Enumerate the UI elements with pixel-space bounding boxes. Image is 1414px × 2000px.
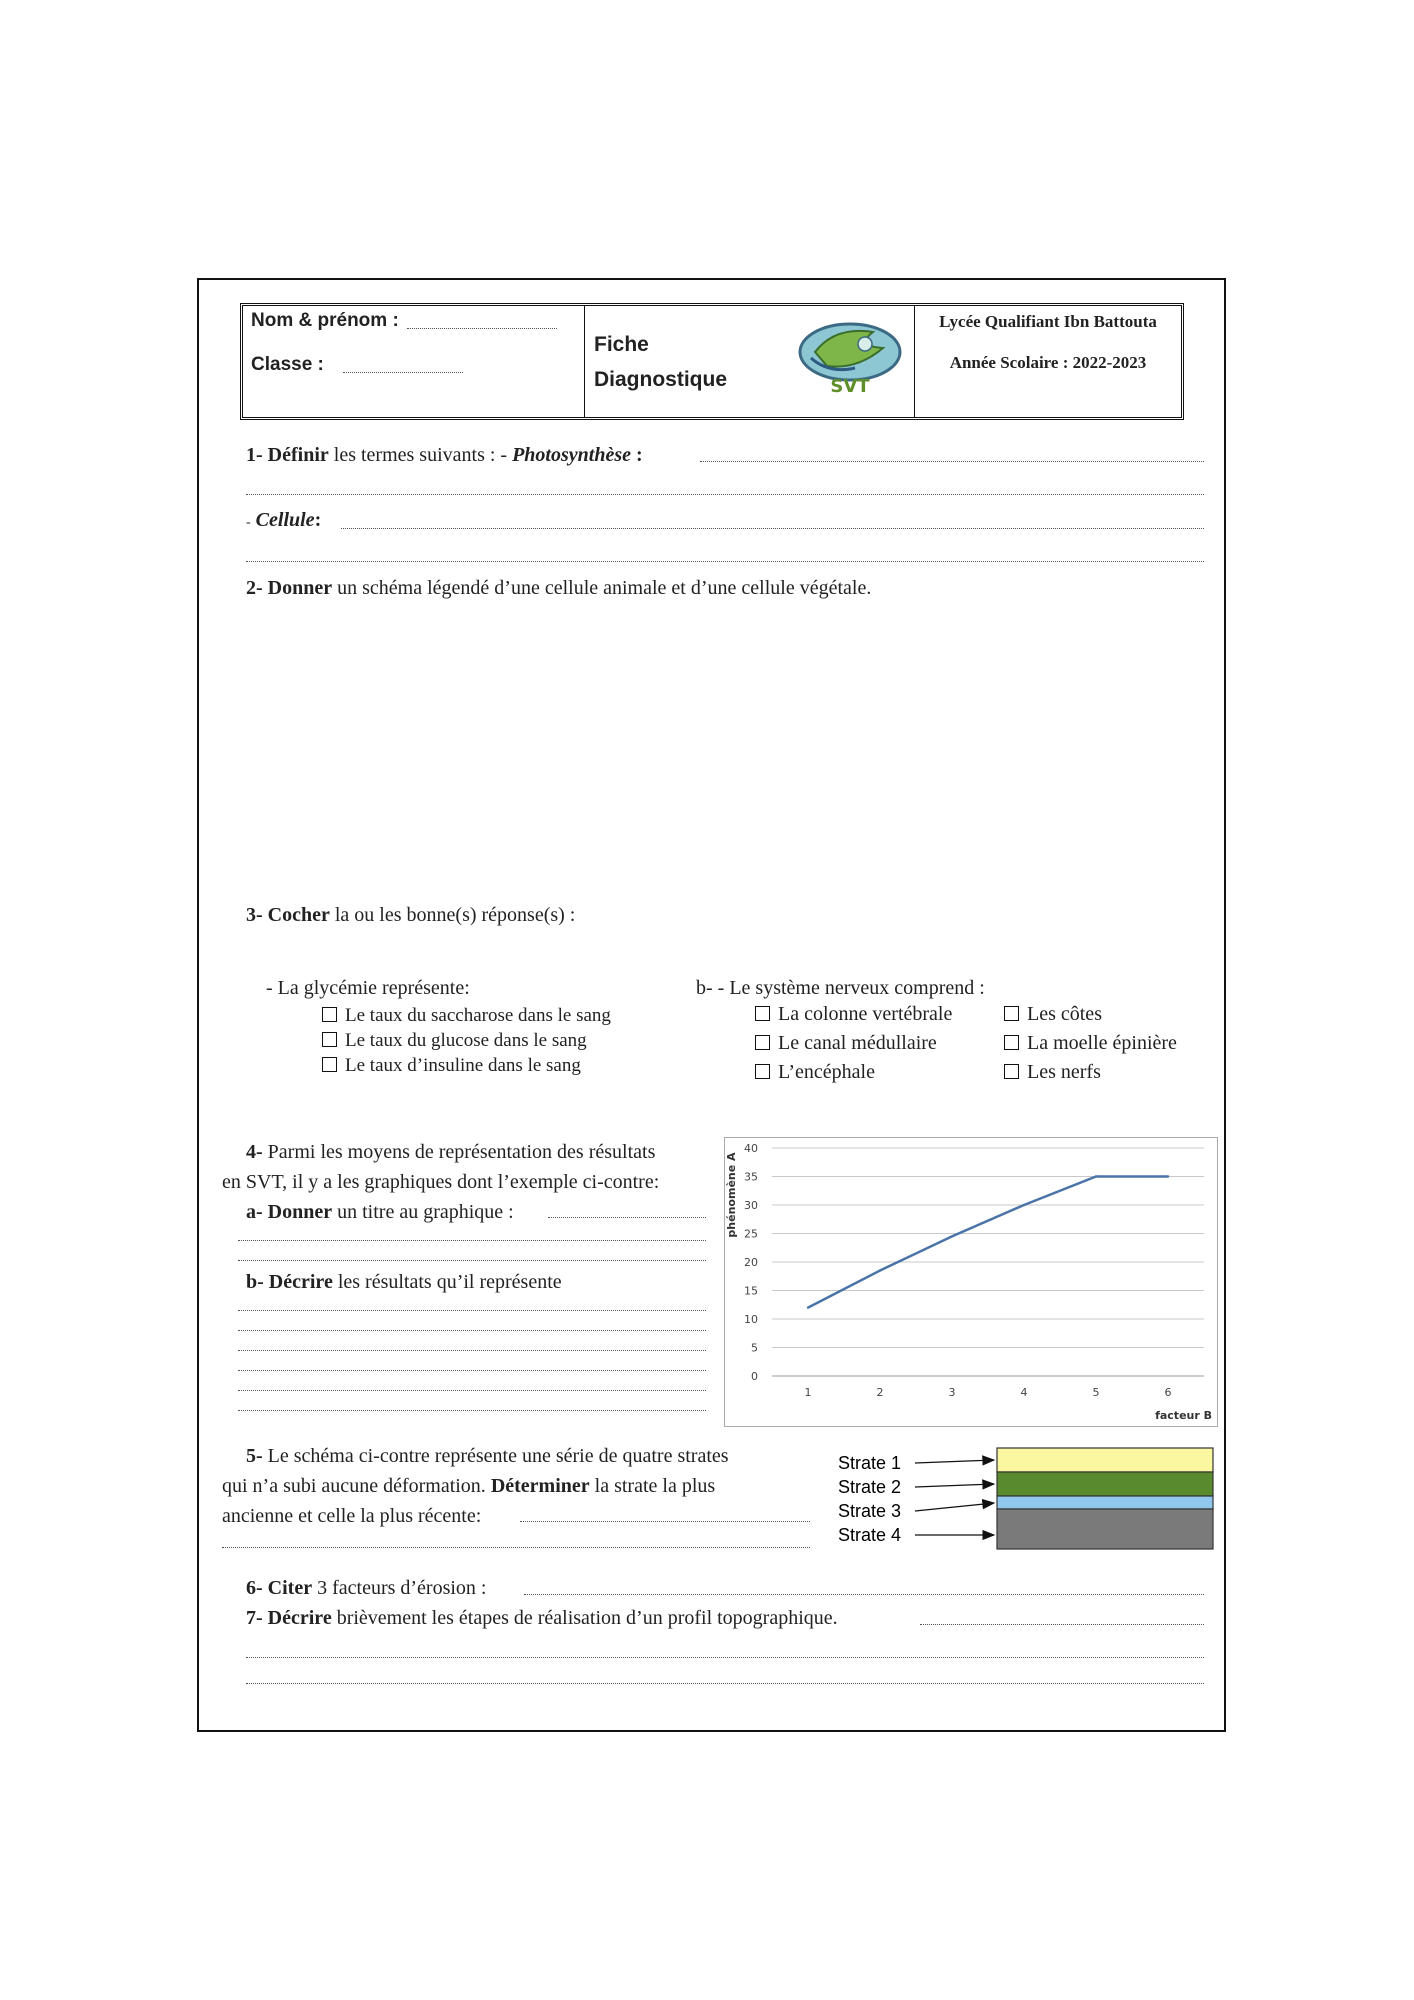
- drawing-area[interactable]: [246, 610, 1204, 890]
- q3-b-option-4-label: La moelle épinière: [1027, 1032, 1177, 1054]
- nom-field[interactable]: [407, 328, 557, 329]
- q5-line-3: ancienne et celle la plus récente:: [222, 1505, 482, 1527]
- y-tick-label: 40: [744, 1142, 758, 1155]
- q3-b-option-1-label: La colonne vertébrale: [778, 1003, 953, 1025]
- x-tick-label: 1: [804, 1386, 812, 1399]
- question-1: [246, 443, 643, 467]
- q4-a-verb: Donner: [267, 1201, 333, 1223]
- q5-verb: Déterminer: [490, 1475, 590, 1497]
- data-point: [951, 1235, 953, 1237]
- strata-label-3: Strate 3: [838, 1501, 902, 1521]
- strata-layer-1: [997, 1448, 1213, 1472]
- q4-line-2: en SVT, il y a les graphiques dont l’exemple ci-contre:: [222, 1171, 660, 1193]
- q3-a-option-1[interactable]: [322, 1005, 611, 1027]
- q5-number: 5-: [246, 1445, 263, 1467]
- answer-line-4b-3[interactable]: [238, 1350, 706, 1351]
- checkbox[interactable]: [322, 1032, 337, 1047]
- classe-label: Classe :: [251, 354, 324, 375]
- data-point: [1167, 1175, 1169, 1177]
- checkbox[interactable]: [1004, 1064, 1019, 1079]
- q1-term2-colon: :: [314, 509, 322, 531]
- svt-logo-text: SVT: [830, 376, 870, 396]
- q1-colon: :: [635, 444, 643, 466]
- arrow-strate-1: [915, 1460, 994, 1463]
- answer-line-1b[interactable]: [246, 494, 1204, 495]
- q3-a-option-3[interactable]: [322, 1055, 581, 1077]
- fiche-cell: [585, 306, 915, 417]
- y-axis-label: phénomène A: [725, 1152, 738, 1238]
- q4-b-verb: Décrire: [268, 1271, 333, 1293]
- q7-verb: Décrire: [267, 1607, 332, 1629]
- q3-text: la ou les bonne(s) réponse(s) :: [334, 904, 576, 926]
- y-tick-label: 20: [744, 1256, 758, 1269]
- q3-b-title: b- - Le système nerveux comprend :: [696, 977, 985, 999]
- y-tick-label: 35: [744, 1170, 758, 1184]
- q3-b-option-6[interactable]: [1004, 1061, 1101, 1084]
- fiche-title-line2: Diagnostique: [594, 368, 728, 391]
- data-point: [879, 1269, 881, 1271]
- q3-number: 3-: [246, 904, 263, 926]
- y-tick-label: 15: [744, 1284, 758, 1298]
- q1-cellule-line: [246, 508, 321, 535]
- strata-label-1: Strate 1: [838, 1453, 902, 1473]
- q3-b-option-2[interactable]: [1004, 1003, 1102, 1026]
- q4-b-label: b-: [246, 1271, 264, 1293]
- q5-line-1: [246, 1444, 729, 1468]
- q3-b-option-1[interactable]: [755, 1003, 952, 1026]
- answer-line-7-3[interactable]: [246, 1683, 1204, 1684]
- strata-diagram: [830, 1446, 1220, 1556]
- strata-layer-2: [997, 1472, 1213, 1496]
- answer-line-5-2[interactable]: [222, 1547, 810, 1548]
- q6-text: 3 facteurs d’érosion :: [317, 1577, 487, 1599]
- answer-line-4a-2[interactable]: [238, 1240, 706, 1241]
- school-cell: [915, 306, 1181, 417]
- q4-number: 4-: [246, 1141, 263, 1163]
- checkbox[interactable]: [755, 1064, 770, 1079]
- header-box: [240, 303, 1184, 420]
- strata-layer-4: [997, 1509, 1213, 1549]
- question-6: [246, 1576, 486, 1600]
- answer-line-4b-5[interactable]: [238, 1390, 706, 1391]
- answer-line-4a-1[interactable]: [548, 1217, 706, 1218]
- q4-b: [246, 1270, 562, 1294]
- question-3: [246, 903, 575, 927]
- answer-line-4a-3[interactable]: [238, 1260, 706, 1261]
- answer-line-7-1[interactable]: [920, 1624, 1204, 1625]
- q2-verb: Donner: [267, 577, 333, 599]
- q3-b-option-3-label: Le canal médullaire: [778, 1032, 937, 1054]
- answer-line-1d[interactable]: [246, 561, 1204, 562]
- x-tick-label: 3: [948, 1386, 956, 1399]
- y-tick-label: 5: [751, 1341, 758, 1355]
- q5-text-line1: Le schéma ci-contre représente une série de quatre strates: [267, 1445, 729, 1467]
- svt-logo: [795, 318, 905, 396]
- nom-label: Nom & prénom :: [251, 310, 399, 331]
- x-tick-label: 2: [876, 1386, 884, 1399]
- q6-number: 6-: [246, 1577, 263, 1599]
- fiche-title-line1: Fiche: [594, 333, 649, 356]
- checkbox[interactable]: [755, 1006, 770, 1021]
- y-tick-label: 0: [751, 1370, 758, 1383]
- y-tick-label: 25: [744, 1227, 758, 1241]
- strata-label-4: Strate 4: [838, 1525, 902, 1545]
- data-point: [1023, 1204, 1025, 1206]
- q3-b-option-5-label: L’encéphale: [778, 1061, 875, 1083]
- q3-b-option-3[interactable]: [755, 1032, 937, 1055]
- q3-verb: Cocher: [267, 904, 330, 926]
- question-7: [246, 1606, 838, 1630]
- q6-verb: Citer: [267, 1577, 313, 1599]
- x-tick-label: 4: [1020, 1386, 1028, 1399]
- q4-a: [246, 1200, 514, 1224]
- q7-text: brièvement les étapes de réalisation d’un profil topographique.: [336, 1607, 838, 1629]
- answer-line-4b-2[interactable]: [238, 1330, 706, 1331]
- q3-a-option-2-label: Le taux du glucose dans le sang: [345, 1030, 587, 1051]
- q2-number: 2-: [246, 577, 263, 599]
- checkbox[interactable]: [1004, 1006, 1019, 1021]
- answer-line-photosynthese[interactable]: [700, 461, 1204, 462]
- q1-term-photosynthese: Photosynthèse: [512, 444, 631, 466]
- q4-a-label: a-: [246, 1201, 263, 1223]
- checkbox[interactable]: [755, 1035, 770, 1050]
- x-axis-label: facteur B: [1155, 1409, 1212, 1422]
- q3-b-option-5[interactable]: [755, 1061, 875, 1084]
- question-2: [246, 576, 871, 600]
- answer-line-4b-4[interactable]: [238, 1370, 706, 1371]
- q3-b-option-6-label: Les nerfs: [1027, 1061, 1101, 1083]
- answer-line-4b-1[interactable]: [238, 1310, 706, 1311]
- answer-line-6[interactable]: [524, 1594, 1204, 1595]
- answer-line-4b-6[interactable]: [238, 1410, 706, 1411]
- arrow-strate-3: [915, 1503, 994, 1511]
- checkbox[interactable]: [1004, 1035, 1019, 1050]
- school-name: Lycée Qualifiant Ibn Battouta: [939, 312, 1157, 331]
- answer-line-5-1[interactable]: [520, 1521, 810, 1522]
- strata-layer-3: [997, 1496, 1213, 1509]
- x-tick-label: 6: [1164, 1386, 1172, 1399]
- q4-b-text: les résultats qu’il représente: [337, 1271, 562, 1293]
- q1-term2-prefix: -: [246, 515, 251, 530]
- q3-a-title: - La glycémie représente:: [266, 977, 470, 999]
- answer-line-7-2[interactable]: [246, 1657, 1204, 1658]
- y-tick-label: 10: [744, 1313, 758, 1326]
- checkbox[interactable]: [322, 1007, 337, 1022]
- q5-text-line2-post: la strate la plus: [594, 1475, 716, 1497]
- q1-verb: Définir: [267, 444, 329, 466]
- q7-number: 7-: [246, 1607, 263, 1629]
- q1-number: 1-: [246, 444, 263, 466]
- q4-text-line1: Parmi les moyens de représentation des résultats: [267, 1141, 656, 1163]
- q3-a-option-1-label: Le taux du saccharose dans le sang: [345, 1005, 611, 1026]
- q2-text: un schéma légendé d’une cellule animale et d’une cellule végétale.: [337, 577, 872, 599]
- answer-line-cellule[interactable]: [341, 528, 1204, 529]
- q5-line-2: [222, 1474, 715, 1498]
- arrow-strate-2: [915, 1484, 994, 1487]
- line-chart: [724, 1137, 1218, 1427]
- data-point: [1095, 1175, 1097, 1177]
- q3-a-option-3-label: Le taux d’insuline dans le sang: [345, 1055, 581, 1076]
- q4-a-text: un titre au graphique :: [337, 1201, 514, 1223]
- x-tick-label: 5: [1092, 1386, 1100, 1399]
- q3-b-option-4[interactable]: [1004, 1032, 1177, 1055]
- q1-text: les termes suivants : -: [333, 444, 508, 466]
- y-tick-label: 30: [744, 1199, 758, 1212]
- school-year: Année Scolaire : 2022-2023: [949, 353, 1147, 372]
- checkbox[interactable]: [322, 1057, 337, 1072]
- q5-text-line2-pre: qui n’a subi aucune déformation.: [222, 1475, 486, 1497]
- chart-frame: [725, 1138, 1218, 1427]
- q3-b-option-2-label: Les côtes: [1027, 1003, 1102, 1025]
- q1-term-cellule: Cellule: [255, 509, 315, 531]
- strata-label-2: Strate 2: [838, 1477, 902, 1497]
- student-info-cell: [243, 306, 585, 417]
- q4-line-1: [246, 1140, 655, 1164]
- data-point: [807, 1306, 809, 1308]
- q3-a-option-2[interactable]: [322, 1030, 587, 1052]
- classe-field[interactable]: [343, 372, 463, 373]
